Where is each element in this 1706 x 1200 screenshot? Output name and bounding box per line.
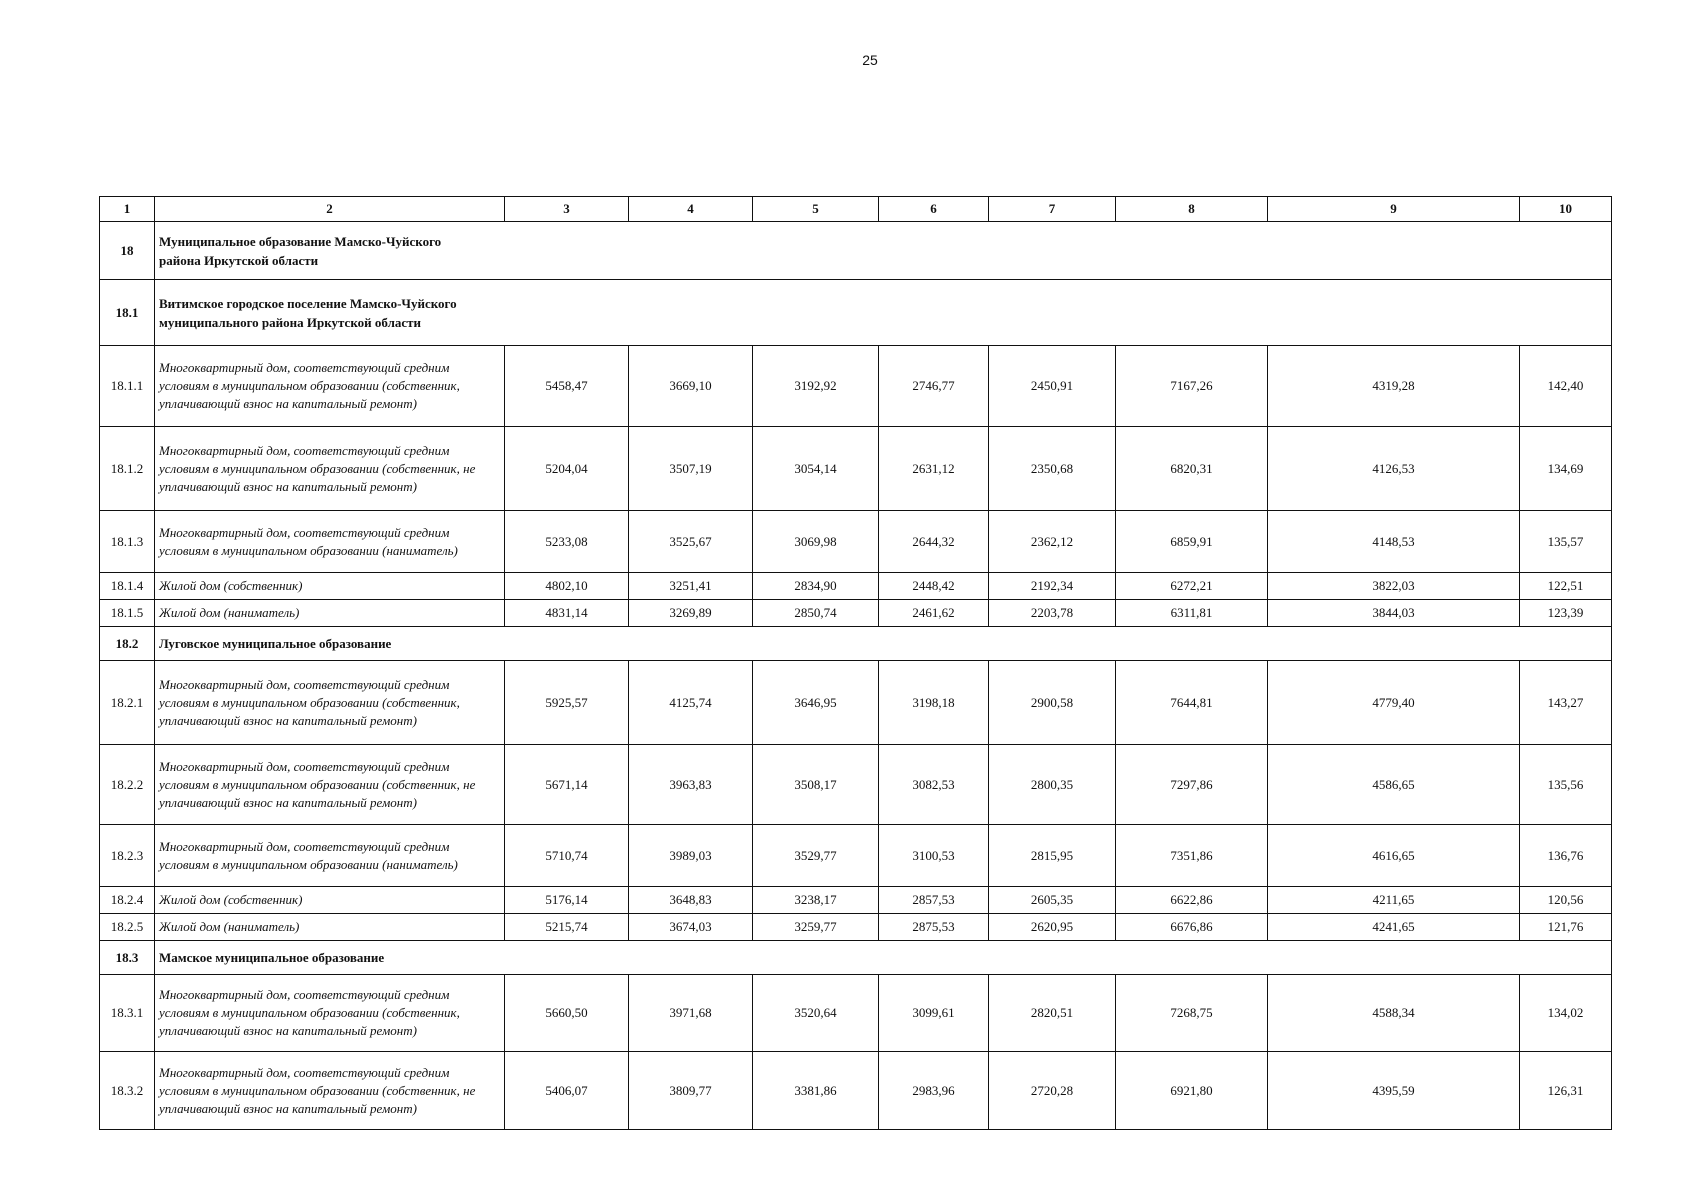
- value-cell: 4319,28: [1268, 346, 1520, 427]
- table-row: [100, 573, 1612, 600]
- value-cell: 7268,75: [1116, 975, 1268, 1052]
- value-cell: 2875,53: [879, 914, 989, 941]
- value-cell: 4211,65: [1268, 887, 1520, 914]
- value-cell: 3520,64: [753, 975, 879, 1052]
- column-header: 4: [629, 197, 753, 222]
- row-code: 18.2.2: [100, 745, 155, 825]
- value-cell: 3269,89: [629, 600, 753, 627]
- column-header: 9: [1268, 197, 1520, 222]
- section-code: 18.3: [100, 941, 155, 975]
- value-cell: 3198,18: [879, 661, 989, 745]
- table-row: [100, 1052, 1612, 1130]
- value-cell: 4241,65: [1268, 914, 1520, 941]
- value-cell: 2815,95: [989, 825, 1116, 887]
- row-description: Жилой дом (наниматель): [155, 600, 505, 627]
- table-row: [100, 745, 1612, 825]
- section-row: [100, 280, 1612, 346]
- row-code: 18.1.2: [100, 427, 155, 511]
- section-code: 18: [100, 222, 155, 280]
- value-cell: 5176,14: [505, 887, 629, 914]
- value-cell: 6859,91: [1116, 511, 1268, 573]
- row-description: Многоквартирный дом, соответствующий средним условиям в муниципальном образовании (собственник, не уплачивающий взнос на капитальный ремонт): [155, 1052, 505, 1130]
- section-code: 18.1: [100, 280, 155, 346]
- value-cell: 136,76: [1520, 825, 1612, 887]
- value-cell: 2644,32: [879, 511, 989, 573]
- column-header: 10: [1520, 197, 1612, 222]
- section-title: [155, 222, 1612, 280]
- value-cell: 5204,04: [505, 427, 629, 511]
- value-cell: 121,76: [1520, 914, 1612, 941]
- value-cell: 3989,03: [629, 825, 753, 887]
- value-cell: 6272,21: [1116, 573, 1268, 600]
- row-code: 18.2.3: [100, 825, 155, 887]
- value-cell: 135,56: [1520, 745, 1612, 825]
- row-code: 18.1.1: [100, 346, 155, 427]
- value-cell: 7297,86: [1116, 745, 1268, 825]
- value-cell: 7351,86: [1116, 825, 1268, 887]
- value-cell: 5660,50: [505, 975, 629, 1052]
- value-cell: 126,31: [1520, 1052, 1612, 1130]
- tariff-table: [99, 196, 1612, 1130]
- section-title: Луговское муниципальное образование: [155, 627, 1612, 661]
- section-row: [100, 222, 1612, 280]
- row-description: Жилой дом (наниматель): [155, 914, 505, 941]
- section-title-text: Витимское городское поселение Мамско-Чуйского муниципального района Иркутской области: [159, 295, 457, 330]
- value-cell: 2857,53: [879, 887, 989, 914]
- value-cell: 2450,91: [989, 346, 1116, 427]
- row-description: Многоквартирный дом, соответствующий средним условиям в муниципальном образовании (собственник, не уплачивающий взнос на капитальный ремонт): [155, 745, 505, 825]
- value-cell: 5233,08: [505, 511, 629, 573]
- value-cell: 5671,14: [505, 745, 629, 825]
- table-row: [100, 914, 1612, 941]
- value-cell: 2720,28: [989, 1052, 1116, 1130]
- value-cell: 5925,57: [505, 661, 629, 745]
- column-header: 5: [753, 197, 879, 222]
- table-row: [100, 661, 1612, 745]
- section-code: 18.2: [100, 627, 155, 661]
- table-row: [100, 887, 1612, 914]
- column-header: 7: [989, 197, 1116, 222]
- row-code: 18.1.4: [100, 573, 155, 600]
- value-cell: 2850,74: [753, 600, 879, 627]
- row-code: 18.1.3: [100, 511, 155, 573]
- value-cell: 4779,40: [1268, 661, 1520, 745]
- row-code: 18.3.1: [100, 975, 155, 1052]
- page-number: 25: [862, 52, 878, 68]
- value-cell: 142,40: [1520, 346, 1612, 427]
- value-cell: 122,51: [1520, 573, 1612, 600]
- value-cell: 3508,17: [753, 745, 879, 825]
- value-cell: 3844,03: [1268, 600, 1520, 627]
- table-row: [100, 346, 1612, 427]
- value-cell: 3822,03: [1268, 573, 1520, 600]
- value-cell: 143,27: [1520, 661, 1612, 745]
- column-header: 6: [879, 197, 989, 222]
- value-cell: 6676,86: [1116, 914, 1268, 941]
- value-cell: 2983,96: [879, 1052, 989, 1130]
- value-cell: 3192,92: [753, 346, 879, 427]
- value-cell: 5710,74: [505, 825, 629, 887]
- value-cell: 4148,53: [1268, 511, 1520, 573]
- value-cell: 2192,34: [989, 573, 1116, 600]
- value-cell: 3259,77: [753, 914, 879, 941]
- row-code: 18.2.4: [100, 887, 155, 914]
- value-cell: 3809,77: [629, 1052, 753, 1130]
- row-description: Многоквартирный дом, соответствующий средним условиям в муниципальном образовании (собственник, не уплачивающий взнос на капитальный ремонт): [155, 427, 505, 511]
- column-header: 8: [1116, 197, 1268, 222]
- table-row: [100, 825, 1612, 887]
- row-description: Многоквартирный дом, соответствующий средним условиям в муниципальном образовании (собственник, уплачивающий взнос на капитальный ремонт): [155, 975, 505, 1052]
- value-cell: 134,02: [1520, 975, 1612, 1052]
- value-cell: 120,56: [1520, 887, 1612, 914]
- table-row: [100, 600, 1612, 627]
- value-cell: 3069,98: [753, 511, 879, 573]
- value-cell: 3381,86: [753, 1052, 879, 1130]
- value-cell: 4616,65: [1268, 825, 1520, 887]
- value-cell: 135,57: [1520, 511, 1612, 573]
- value-cell: 2900,58: [989, 661, 1116, 745]
- value-cell: 2620,95: [989, 914, 1116, 941]
- column-header: 1: [100, 197, 155, 222]
- value-cell: 2834,90: [753, 573, 879, 600]
- value-cell: 4802,10: [505, 573, 629, 600]
- section-row: [100, 941, 1612, 975]
- value-cell: 5458,47: [505, 346, 629, 427]
- value-cell: 4588,34: [1268, 975, 1520, 1052]
- row-code: 18.3.2: [100, 1052, 155, 1130]
- value-cell: 2800,35: [989, 745, 1116, 825]
- value-cell: 2362,12: [989, 511, 1116, 573]
- value-cell: 4126,53: [1268, 427, 1520, 511]
- row-code: 18.2.1: [100, 661, 155, 745]
- value-cell: 4395,59: [1268, 1052, 1520, 1130]
- column-number-row: [100, 197, 1612, 222]
- section-title: [155, 280, 1612, 346]
- value-cell: 2448,42: [879, 573, 989, 600]
- row-description: Многоквартирный дом, соответствующий средним условиям в муниципальном образовании (собственник, уплачивающий взнос на капитальный ремонт): [155, 661, 505, 745]
- value-cell: 6921,80: [1116, 1052, 1268, 1130]
- column-header: 3: [505, 197, 629, 222]
- value-cell: 3648,83: [629, 887, 753, 914]
- value-cell: 7644,81: [1116, 661, 1268, 745]
- value-cell: 3238,17: [753, 887, 879, 914]
- value-cell: 2203,78: [989, 600, 1116, 627]
- row-description: Многоквартирный дом, соответствующий средним условиям в муниципальном образовании (наниматель): [155, 825, 505, 887]
- value-cell: 2820,51: [989, 975, 1116, 1052]
- value-cell: 3082,53: [879, 745, 989, 825]
- value-cell: 3971,68: [629, 975, 753, 1052]
- value-cell: 4125,74: [629, 661, 753, 745]
- value-cell: 3100,53: [879, 825, 989, 887]
- section-title: Мамское муниципальное образование: [155, 941, 1612, 975]
- value-cell: 3507,19: [629, 427, 753, 511]
- value-cell: 7167,26: [1116, 346, 1268, 427]
- table-row: [100, 975, 1612, 1052]
- value-cell: 123,39: [1520, 600, 1612, 627]
- value-cell: 5215,74: [505, 914, 629, 941]
- row-description: Жилой дом (собственник): [155, 573, 505, 600]
- table-row: [100, 427, 1612, 511]
- value-cell: 2461,62: [879, 600, 989, 627]
- value-cell: 3669,10: [629, 346, 753, 427]
- value-cell: 6820,31: [1116, 427, 1268, 511]
- value-cell: 134,69: [1520, 427, 1612, 511]
- value-cell: 2631,12: [879, 427, 989, 511]
- value-cell: 6311,81: [1116, 600, 1268, 627]
- value-cell: 3251,41: [629, 573, 753, 600]
- section-row: [100, 627, 1612, 661]
- value-cell: 5406,07: [505, 1052, 629, 1130]
- value-cell: 6622,86: [1116, 887, 1268, 914]
- value-cell: 2746,77: [879, 346, 989, 427]
- value-cell: 3099,61: [879, 975, 989, 1052]
- column-header: 2: [155, 197, 505, 222]
- row-description: Жилой дом (собственник): [155, 887, 505, 914]
- value-cell: 4831,14: [505, 600, 629, 627]
- value-cell: 3054,14: [753, 427, 879, 511]
- section-title-text: Муниципальное образование Мамско-Чуйского района Иркутской области: [159, 233, 442, 268]
- row-description: Многоквартирный дом, соответствующий средним условиям в муниципальном образовании (наниматель): [155, 511, 505, 573]
- row-description: Многоквартирный дом, соответствующий средним условиям в муниципальном образовании (собственник, уплачивающий взнос на капитальный ремонт): [155, 346, 505, 427]
- row-code: 18.2.5: [100, 914, 155, 941]
- value-cell: 4586,65: [1268, 745, 1520, 825]
- table-row: [100, 511, 1612, 573]
- value-cell: 3525,67: [629, 511, 753, 573]
- row-code: 18.1.5: [100, 600, 155, 627]
- value-cell: 3963,83: [629, 745, 753, 825]
- value-cell: 3529,77: [753, 825, 879, 887]
- value-cell: 3674,03: [629, 914, 753, 941]
- value-cell: 3646,95: [753, 661, 879, 745]
- value-cell: 2350,68: [989, 427, 1116, 511]
- value-cell: 2605,35: [989, 887, 1116, 914]
